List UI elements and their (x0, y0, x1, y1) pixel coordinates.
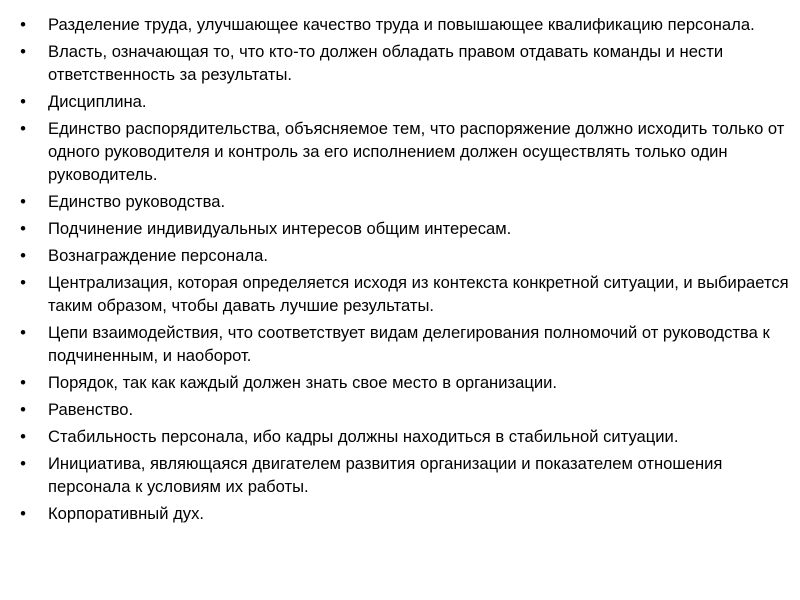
list-item-text: Дисциплина. (48, 92, 147, 111)
bullet-icon: • (20, 92, 26, 111)
list-item (14, 502, 790, 525)
bullet-icon: • (20, 219, 26, 238)
list-item-text: Власть, означающая то, что кто-то должен обладать правом отдавать команды и нести ответственность за результаты. (48, 42, 724, 84)
bullet-icon: • (20, 323, 26, 342)
list-item (14, 452, 790, 498)
list-item (14, 117, 790, 186)
list-item (14, 13, 790, 36)
list-item-text: Стабильность персонала, ибо кадры должны находиться в стабильной ситуации. (48, 427, 679, 446)
list-item (14, 217, 790, 240)
bullet-icon: • (20, 400, 26, 419)
list-item-text: Инициатива, являющаяся двигателем развития организации и показателем отношения персонала к условиям их работы. (48, 454, 723, 496)
list-item (14, 371, 790, 394)
bullet-icon: • (20, 192, 26, 211)
list-item-text: Разделение труда, улучшающее качество труда и повышающее квалификацию персонала. (48, 15, 755, 34)
list-item-text: Централизация, которая определяется исходя из контекста конкретной ситуации, и выбирается таким образом, чтобы давать лучшие результаты. (48, 273, 789, 315)
list-item-text: Цепи взаимодействия, что соответствует видам делегирования полномочий от руководства к подчиненным, и наоборот. (48, 323, 770, 365)
bullet-icon: • (20, 42, 26, 61)
list-item-text: Единство руководства. (48, 192, 226, 211)
list-item (14, 244, 790, 267)
list-item (14, 425, 790, 448)
bullet-icon: • (20, 119, 26, 138)
list-item-text: Корпоративный дух. (48, 504, 204, 523)
bullet-icon: • (20, 273, 26, 292)
bullet-icon: • (20, 246, 26, 265)
list-item (14, 271, 790, 317)
list-item (14, 90, 790, 113)
list-item-text: Равенство. (48, 400, 134, 419)
list-item (14, 398, 790, 421)
bullet-icon: • (20, 504, 26, 523)
list-item (14, 40, 790, 86)
list-item (14, 321, 790, 367)
bullet-icon: • (20, 427, 26, 446)
list-item-text: Порядок, так как каждый должен знать свое место в организации. (48, 373, 557, 392)
list-item-text: Единство распорядительства, объясняемое тем, что распоряжение должно исходить только от одного руководителя и контроль за его исполнением должен осуществлять только один руководитель. (48, 119, 785, 184)
list-item-text: Вознаграждение персонала. (48, 246, 268, 265)
bullet-icon: • (20, 373, 26, 392)
list-item-text: Подчинение индивидуальных интересов общим интересам. (48, 219, 512, 238)
principles-list (14, 13, 790, 529)
bullet-icon: • (20, 454, 26, 473)
bullet-icon: • (20, 15, 26, 34)
list-item (14, 190, 790, 213)
